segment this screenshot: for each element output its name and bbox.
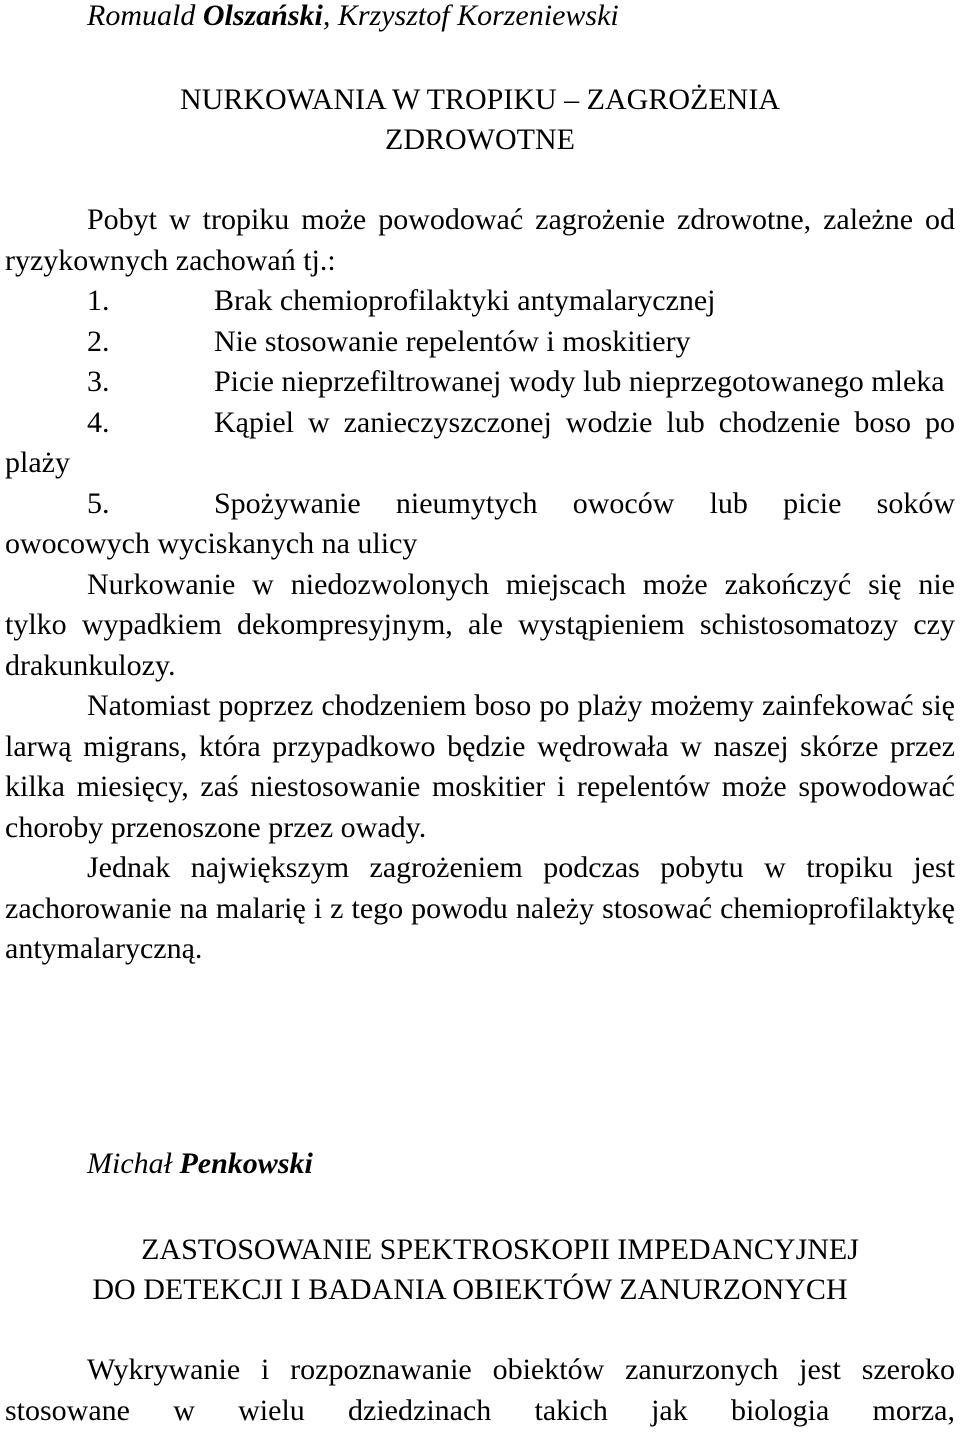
author-separator: ,	[322, 0, 338, 32]
article2-body	[5, 1350, 955, 1431]
article1-intro: Pobyt w tropiku może powodować zagrożenie zdrowotne, zależne od ryzykownych zachowań tj.:	[5, 203, 955, 277]
article1-title-line1: NURKOWANIA W TROPIKU – ZAGROŻENIA	[180, 83, 780, 116]
author2-name: Krzysztof Korzeniewski	[337, 0, 619, 32]
article1-title	[5, 80, 955, 160]
list-number: 4.	[87, 405, 110, 439]
article2-authors	[87, 1148, 947, 1180]
article1-paragraph-1: Nurkowanie w niedozwolonych miejscach może zakończyć się nie tylko wypadkiem dekompresyjnym, ale wystąpieniem schistosomatozy czy drakunkulozy.	[5, 567, 955, 682]
list-number: 5.	[87, 486, 110, 520]
list-item	[5, 362, 955, 403]
list-text: Picie nieprzefiltrowanej wody lub nieprzegotowanego mleka	[214, 365, 945, 398]
article2-author-last-name: Penkowski	[179, 1147, 313, 1180]
article2-title-line1: ZASTOSOWANIE SPEKTROSKOPII IMPEDANCYJNEJ	[141, 1233, 859, 1266]
list-text: Spożywanie nieumytych owoców lub picie soków owocowych wyciskanych na ulicy	[5, 486, 955, 560]
article1-paragraph-3: Jednak największym zagrożeniem podczas pobytu w tropiku jest zachorowanie na malarię i z tego powodu należy stosować chemioprofilaktykę antymalaryczną.	[5, 851, 955, 965]
list-number: 1.	[87, 284, 110, 317]
author1-first-name: Romuald	[87, 0, 196, 32]
article1-authors	[87, 0, 947, 32]
list-number: 2.	[87, 324, 110, 358]
list-item	[5, 403, 955, 484]
article1-body	[5, 200, 955, 970]
article2-title	[5, 1230, 955, 1310]
list-item	[5, 281, 955, 322]
author1-last-name: Olszański	[202, 0, 323, 32]
list-item	[5, 484, 955, 565]
article2-paragraph-1: Wykrywanie i rozpoznawanie obiektów zanurzonych jest szeroko stosowane w wielu dziedzinach takich jak biologia morza,	[5, 1353, 955, 1427]
article2-author-first-name: Michał	[87, 1147, 172, 1180]
list-text: Nie stosowanie repelentów i moskitiery	[214, 324, 691, 358]
article2-title-line2: DO DETEKCJI I BADANIA OBIEKTÓW ZANURZONYCH	[92, 1273, 848, 1306]
list-item	[5, 322, 955, 363]
article1-paragraph-2: Natomiast poprzez chodzeniem boso po plaży możemy zainfekować się larwą migrans, która przypadkowo będzie wędrowała w naszej skórze przez kilka miesięcy, zaś niestosowanie moskitier i repelentów może spowodować choroby przenoszone przez owady.	[5, 689, 955, 844]
article1-title-line2: ZDROWOTNE	[385, 123, 575, 156]
list-text: Brak chemioprofilaktyki antymalarycznej	[214, 284, 716, 317]
list-number: 3.	[87, 365, 110, 398]
list-text: Kąpiel w zanieczyszczonej wodzie lub chodzenie boso po plaży	[5, 405, 955, 479]
